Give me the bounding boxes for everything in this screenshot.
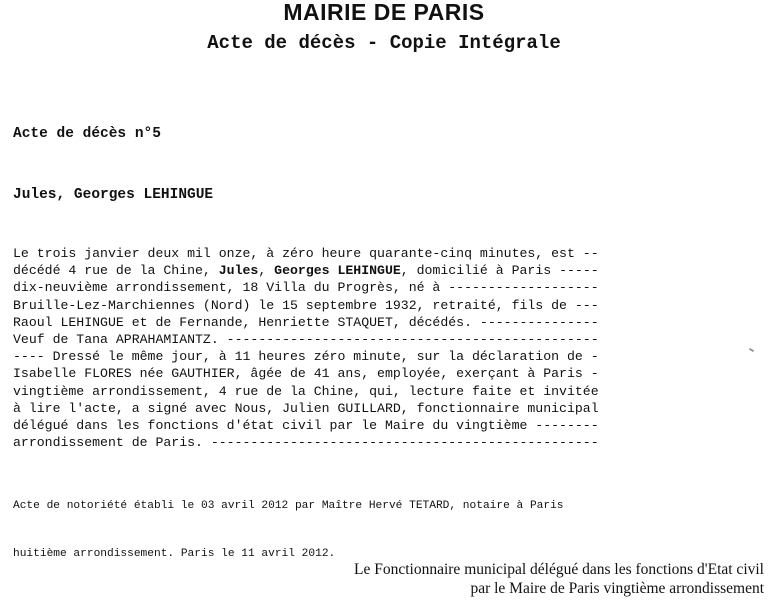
- act-body-line: dix-neuvième arrondissement, 18 Villa du Progrès, né à -------------------: [13, 280, 599, 296]
- document-subtitle: Acte de décès - Copie Intégrale: [207, 32, 561, 54]
- act-body-line: décédé 4 rue de la Chine, Jules, Georges LEHINGUE, domicilié à Paris -----: [13, 263, 599, 279]
- act-body-line: Bruille-Lez-Marchiennes (Nord) le 15 septembre 1932, retraité, fils de ---: [13, 297, 599, 313]
- act-body-line: Raoul LEHINGUE et de Fernande, Henriette STAQUET, décédés. ---------------: [13, 314, 599, 330]
- act-body-line: Isabelle FLORES née GAUTHIER, âgée de 41 ans, employée, exerçant à Paris -: [13, 366, 599, 382]
- act-body-line: à lire l'acte, a signé avec Nous, Julien GUILLARD, fonctionnaire municipal: [13, 400, 599, 416]
- deceased-name-heading: Jules, Georges LEHINGUE: [13, 187, 214, 203]
- notoriety-note-line: huitième arrondissement. Paris le 11 avril 2012.: [13, 548, 336, 560]
- signature-line: Le Fonctionnaire municipal délégué dans les fonctions d'Etat civil: [354, 561, 764, 578]
- bold-name-segment: Georges LEHINGUE: [274, 263, 401, 279]
- bold-name-segment: Jules: [218, 263, 259, 279]
- act-body-line: Le trois janvier deux mil onze, à zéro heure quarante-cinq minutes, est --: [13, 246, 599, 261]
- act-body-line: arrondissement de Paris. -------------------------------------------------: [13, 435, 599, 451]
- act-body-line: Veuf de Tana APRAHAMIANTZ. -----------------------------------------------: [13, 331, 599, 347]
- signature-block: [354, 560, 764, 598]
- notoriety-note-line: Acte de notoriété établi le 03 avril 2012 par Maître Hervé TETARD, notaire à Paris: [13, 500, 564, 512]
- act-number-heading: Acte de décès n°5: [13, 126, 161, 142]
- act-body-text: [13, 245, 693, 451]
- act-body-line: vingtième arrondissement, 4 rue de la Chine, qui, lecture faite et invitée: [13, 383, 599, 399]
- act-body-line: délégué dans les fonctions d'état civil par le Maire du vingtième --------: [13, 417, 599, 433]
- document-title: MAIRIE DE PARIS: [283, 0, 485, 25]
- act-body-line: ---- Dressé le même jour, à 11 heures zéro minute, sur la déclaration de -: [13, 349, 599, 365]
- scan-speck: [749, 348, 754, 352]
- signature-line: par le Maire de Paris vingtième arrondissement: [470, 580, 764, 597]
